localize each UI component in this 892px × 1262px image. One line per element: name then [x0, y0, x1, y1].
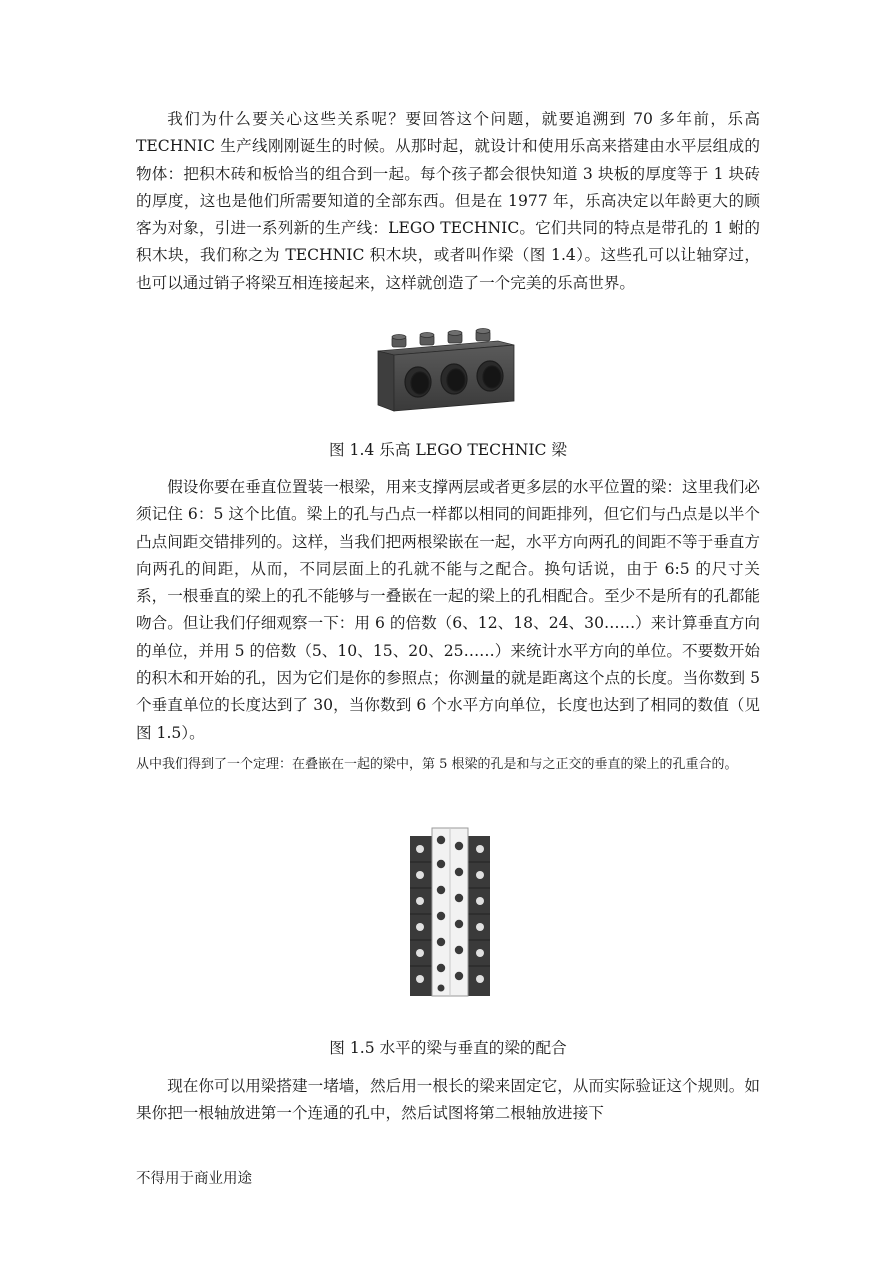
technic-beam-figure [374, 327, 518, 417]
paragraph-3: 从中我们得到了一个定理：在叠嵌在一起的梁中，第 5 根梁的孔是和与之正交的垂直的梁上的孔重合的。 [136, 757, 738, 772]
paragraph-4: 现在你可以用梁搭建一堵墙，然后用一根长的梁来固定它，从而实际验证这个规则。如果你把一根轴放进第一个连通的孔中，然后试图将第二根轴放进接下 [136, 1077, 760, 1123]
paragraph-2: 假设你要在垂直位置装一根梁，用来支撑两层或者更多层的水平位置的梁：这里我们必须记住 6：5 这个比值。梁上的孔与凸点一样都以相同的间距排列，但它们与凸点是以半个凸点间距交错排列的。这样，当我们把两根梁嵌在一起，水平方向两孔的间距不等于垂直方向两孔的间距，从而，不同层面上的孔就不能与之配合。换句话说，由于 6:5 的尺寸关系，一根垂直的梁上的孔不能够与一叠嵌在一起的梁上的孔相配合。至少不是所有的孔都能吻合。但让我们仔细观察一下：用 6 的倍数（6、12、18、24、30……）来计算垂直方向的单位，并用 5 的倍数（5、10、15、20、25……）来统计水平方向的单位。不要数开始的积木和开始的孔，因为它们是你的参照点；你测量的就是距离这个点的长度。当你数到 5 个垂直单位的长度达到了 30，当你数到 6 个水平方向单位，长度也达到了相同的数值（见图 1.5）。 [136, 478, 760, 742]
footer-notice: 不得用于商业用途 [136, 1171, 252, 1187]
beam-stack-figure [408, 826, 492, 998]
figure-1-4-caption: 图 1.4 乐高 LEGO TECHNIC 梁 [329, 441, 567, 459]
figure-1-5-caption: 图 1.5 水平的梁与垂直的梁的配合 [329, 1039, 567, 1057]
paragraph-1: 我们为什么要关心这些关系呢？要回答这个问题，就要追溯到 70 多年前，乐高 TECHNIC 生产线刚刚诞生的时候。从那时起，就设计和使用乐高来搭建由水平层组成的物体：把积木砖和板恰当的组合到一起。每个孩子都会很快知道 3 块板的厚度等于 1 块砖的厚度，这也是他们所需要知道的全部东西。但是在 1977 年，乐高决定以年龄更大的顾客为对象，引进一系列新的生产线：LEGO TECHNIC。它们共同的特点是带孔的 1 蚹的积木块，我们称之为 TECHNIC 积木块，或者叫作梁（图 1.4）。这些孔可以让轴穿过，也可以通过销子将梁互相连接起来，这样就创造了一个完美的乐高世界。 [136, 110, 760, 292]
